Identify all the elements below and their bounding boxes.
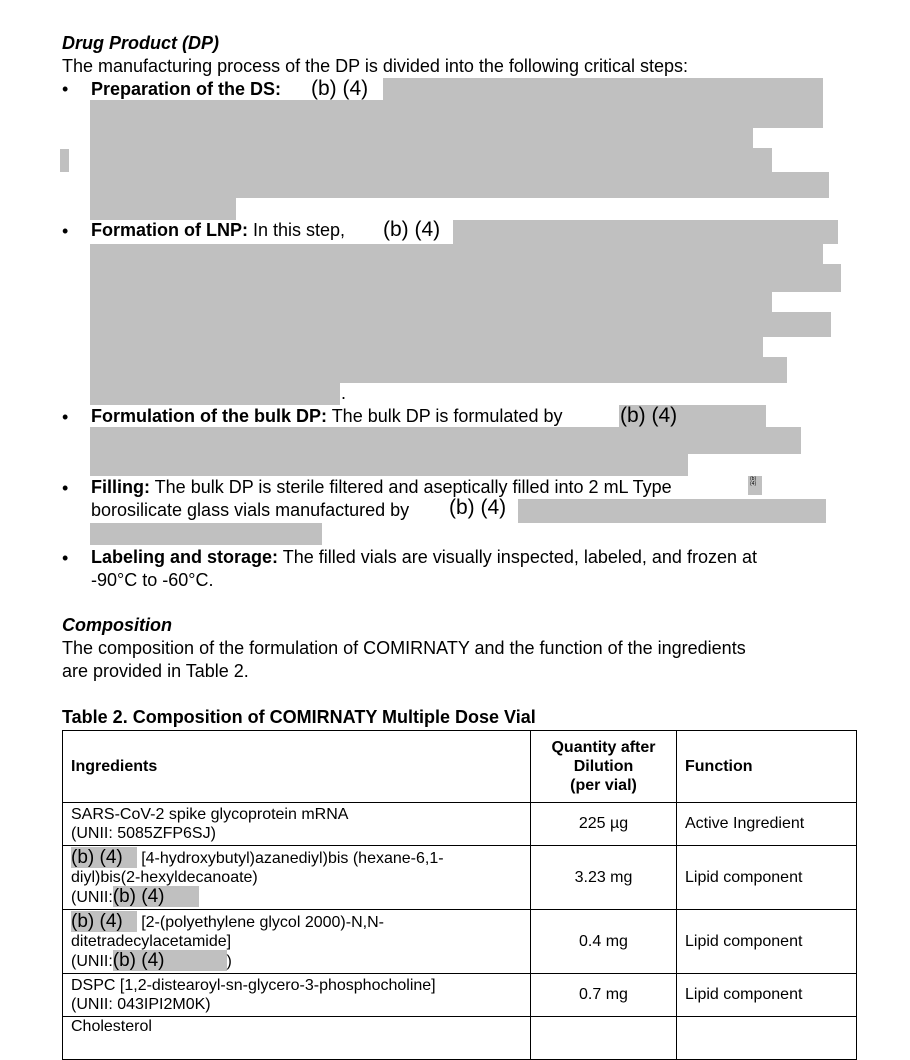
table-row: [63, 803, 857, 846]
redaction-block: [518, 499, 826, 523]
column-header-function: Function: [677, 731, 857, 803]
redaction-block: [90, 172, 829, 198]
step-text: The bulk DP is sterile filtered and aseptically filled into 2 mL Type: [154, 477, 672, 497]
redaction-block: [90, 244, 823, 264]
redaction-block: [90, 427, 801, 454]
quantity-cell: 0.7 mg: [531, 974, 677, 1017]
redaction-block: [90, 383, 340, 405]
bullet-marker: •: [62, 548, 69, 568]
redaction-block: [90, 523, 322, 545]
function-cell: Active Ingredient: [677, 803, 857, 846]
bullet-marker: •: [62, 221, 69, 241]
bullet-marker: •: [62, 478, 69, 498]
redaction-block: [90, 128, 753, 148]
bullet-marker: •: [62, 79, 69, 99]
step-labeling: [91, 546, 757, 569]
function-cell: Lipid component: [677, 974, 857, 1017]
quantity-cell: 3.23 mg: [531, 846, 677, 910]
sentence-end-period: .: [341, 383, 347, 403]
table-row: [63, 846, 857, 910]
step-text: The bulk DP is formulated by: [331, 406, 563, 426]
quantity-cell: [531, 1017, 677, 1060]
function-cell: [677, 1017, 857, 1060]
function-cell: Lipid component: [677, 910, 857, 974]
bullet-marker: •: [62, 407, 69, 427]
redaction-tag: (b) (4): [113, 886, 199, 907]
composition-text: are provided in Table 2.: [62, 661, 249, 681]
ingredient-cell: SARS-CoV-2 spike glycoprotein mRNA (UNII: 5085ZFP6SJ): [63, 803, 531, 846]
redaction-block: [90, 357, 787, 383]
step-text-line2: -90°C to -60°C.: [91, 570, 214, 590]
column-header-ingredients: Ingredients: [63, 731, 531, 803]
redaction-tag: (b) (4): [113, 950, 227, 971]
redaction-block: [90, 292, 772, 312]
table-row: [63, 1017, 857, 1060]
redaction-block: [90, 454, 688, 476]
step-formulation: [91, 405, 562, 428]
column-header-quantity: Quantity after Dilution (per vial): [531, 731, 677, 803]
redaction-tag: (b) (4): [311, 77, 369, 100]
redaction-block: [90, 337, 763, 357]
table-caption: Table 2. Composition of COMIRNATY Multiple Dose Vial: [62, 707, 536, 727]
redaction-tag: (b) (4): [620, 404, 678, 427]
composition-text: The composition of the formulation of COMIRNATY and the function of the ingredients: [62, 638, 746, 658]
table-row: [63, 974, 857, 1017]
redaction-block: [453, 220, 838, 244]
section-heading-composition: Composition: [62, 615, 172, 635]
step-label: Preparation of the DS:: [91, 79, 282, 99]
step-text: The filled vials are visually inspected, labeled, and frozen at: [282, 547, 757, 567]
step-filling: [91, 476, 672, 499]
step-text: In this step,: [253, 220, 346, 240]
step-formation: [91, 219, 345, 242]
ingredient-cell: (b) (4) [2-(polyethylene glycol 2000)-N,N- ditetradecylacetamide] (UNII:(b) (4) ): [63, 910, 531, 974]
step-label: Labeling and storage:: [91, 547, 279, 567]
redaction-block: [90, 312, 831, 337]
quantity-cell: 225 µg: [531, 803, 677, 846]
redaction-block: [60, 149, 69, 172]
redaction-tag: (b) (4): [71, 911, 137, 932]
ingredient-cell: DSPC [1,2-distearoyl-sn-glycero-3-phosphocholine] (UNII: 043IPI2M0K): [63, 974, 531, 1017]
redaction-block: [90, 198, 236, 220]
redaction-tag: (b) (4): [449, 496, 507, 519]
step-label: Formation of LNP:: [91, 220, 248, 240]
section-heading-drug-product: Drug Product (DP): [62, 33, 219, 53]
step-label: Formulation of the bulk DP:: [91, 406, 327, 426]
redaction-block: [90, 148, 772, 172]
function-cell: Lipid component: [677, 846, 857, 910]
redaction-tag-tiny: (b) (4): [750, 476, 757, 487]
composition-table: [62, 730, 857, 1060]
ingredient-cell: (b) (4) [4-hydroxybutyl)azanediyl)bis (hexane-6,1- diyl)bis(2-hexyldecanoate) (UNII:(b) (4): [63, 846, 531, 910]
table-row: [63, 910, 857, 974]
redaction-tag: (b) (4): [383, 218, 441, 241]
step-label: Filling:: [91, 477, 150, 497]
step-preparation: [91, 78, 281, 101]
redaction-block: [90, 100, 823, 128]
ingredient-cell: Cholesterol: [63, 1017, 531, 1060]
table-header-row: [63, 731, 857, 803]
quantity-cell: 0.4 mg: [531, 910, 677, 974]
redaction-tag: (b) (4): [71, 847, 137, 868]
redaction-block: [383, 78, 823, 100]
step-text-line2: borosilicate glass vials manufactured by: [91, 500, 410, 520]
redaction-block: [90, 264, 841, 292]
section-intro: The manufacturing process of the DP is divided into the following critical steps:: [62, 56, 688, 76]
